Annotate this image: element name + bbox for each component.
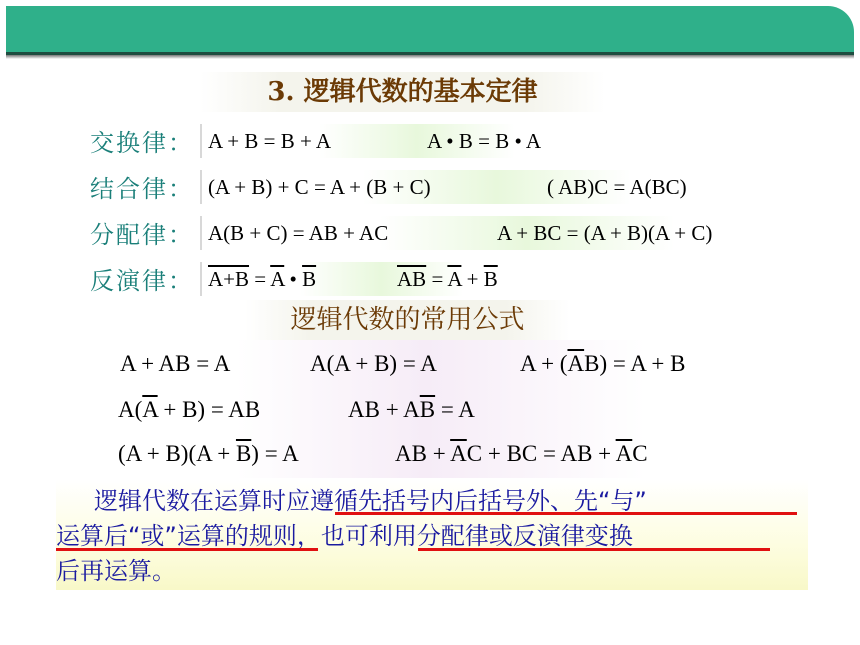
law-label-distributive: 分配律：: [90, 221, 194, 249]
common-formula-5: [348, 392, 475, 428]
part: + B) = AB: [157, 397, 261, 422]
note-line-1: 逻辑代数在运算时应遵循先括号内后括号外、先“与”: [94, 487, 647, 515]
common-formula-1: A + AB = A: [120, 351, 231, 376]
part: AB +: [395, 441, 451, 466]
part: C + BC = AB +: [466, 441, 616, 466]
red-underline-1: [335, 512, 797, 515]
overlined: $\overline{A}$: [142, 397, 158, 422]
formula-2: A + BC = (A + B)(A + C): [497, 221, 713, 245]
note-line-3: 后再运算。: [56, 557, 176, 585]
header-bar: [6, 6, 854, 55]
formula-2-eq: =: [431, 267, 444, 291]
common-formula-4: [118, 392, 260, 428]
formula-1: A(B + C) = AB + AC: [208, 221, 389, 245]
law-formula-distributive: [200, 216, 793, 250]
formula-1-lhs: A+B: [208, 267, 250, 291]
law-label-commutative: 交换律：: [90, 129, 194, 157]
common-formula-3: [520, 346, 685, 382]
law-label-associative: 结合律：: [90, 175, 194, 203]
law-formula-commutative: [200, 124, 593, 158]
common-formula-2: A(A + B) = A: [310, 351, 437, 376]
formula-2: A • B = B • A: [427, 129, 542, 153]
part: AB + A: [348, 397, 420, 422]
formula-2: ( AB)C = A(BC): [547, 175, 687, 199]
formula-1: (A + B) + C = A + (B + C): [208, 175, 431, 199]
section-title: 3. 逻辑代数的基本定律: [200, 72, 605, 112]
law-label-demorgan: 反演律：: [90, 267, 194, 295]
law-formula-associative: [200, 170, 738, 204]
formula-1-b: $\overline{B}$: [302, 267, 317, 291]
part: A + (: [520, 351, 568, 376]
part: C: [632, 441, 648, 466]
formula-2-a: $\overline{A}$: [447, 267, 462, 291]
header-shadow: [6, 55, 854, 59]
part: ) = A: [251, 441, 299, 466]
overlined: $\overline{B}$: [419, 397, 436, 422]
overlined: $\overline{A}$: [567, 351, 585, 376]
formula-2-op: +: [466, 267, 479, 291]
red-underline-2: [56, 548, 318, 551]
formula-1-op: •: [289, 267, 297, 291]
overlined: $\overline{A}$: [615, 441, 633, 466]
part: A(: [118, 397, 143, 422]
part: = A: [435, 397, 475, 422]
subtitle: 逻辑代数的常用公式: [245, 300, 570, 340]
red-underline-3: [418, 548, 770, 551]
part: B) = A + B: [584, 351, 686, 376]
formula-2-b: $\overline{B}$: [483, 267, 498, 291]
formula-2: [397, 262, 498, 296]
formula-1-a: $\overline{A}$: [270, 267, 285, 291]
common-formula-7: [395, 436, 648, 472]
overlined: $\overline{A}$: [450, 441, 467, 466]
note-line-2: 运算后“或”运算的规则，也可利用分配律或反演律变换: [56, 522, 633, 550]
law-formula-demorgan: [200, 262, 528, 296]
formula-1-eq: =: [254, 267, 267, 291]
common-formula-6: [118, 436, 299, 472]
part: (A + B)(A +: [118, 441, 236, 466]
formula-2-lhs: $\overline{AB}$: [397, 267, 427, 291]
formula-1: A + B = B + A: [208, 129, 332, 153]
overlined: $\overline{B}$: [235, 441, 252, 466]
